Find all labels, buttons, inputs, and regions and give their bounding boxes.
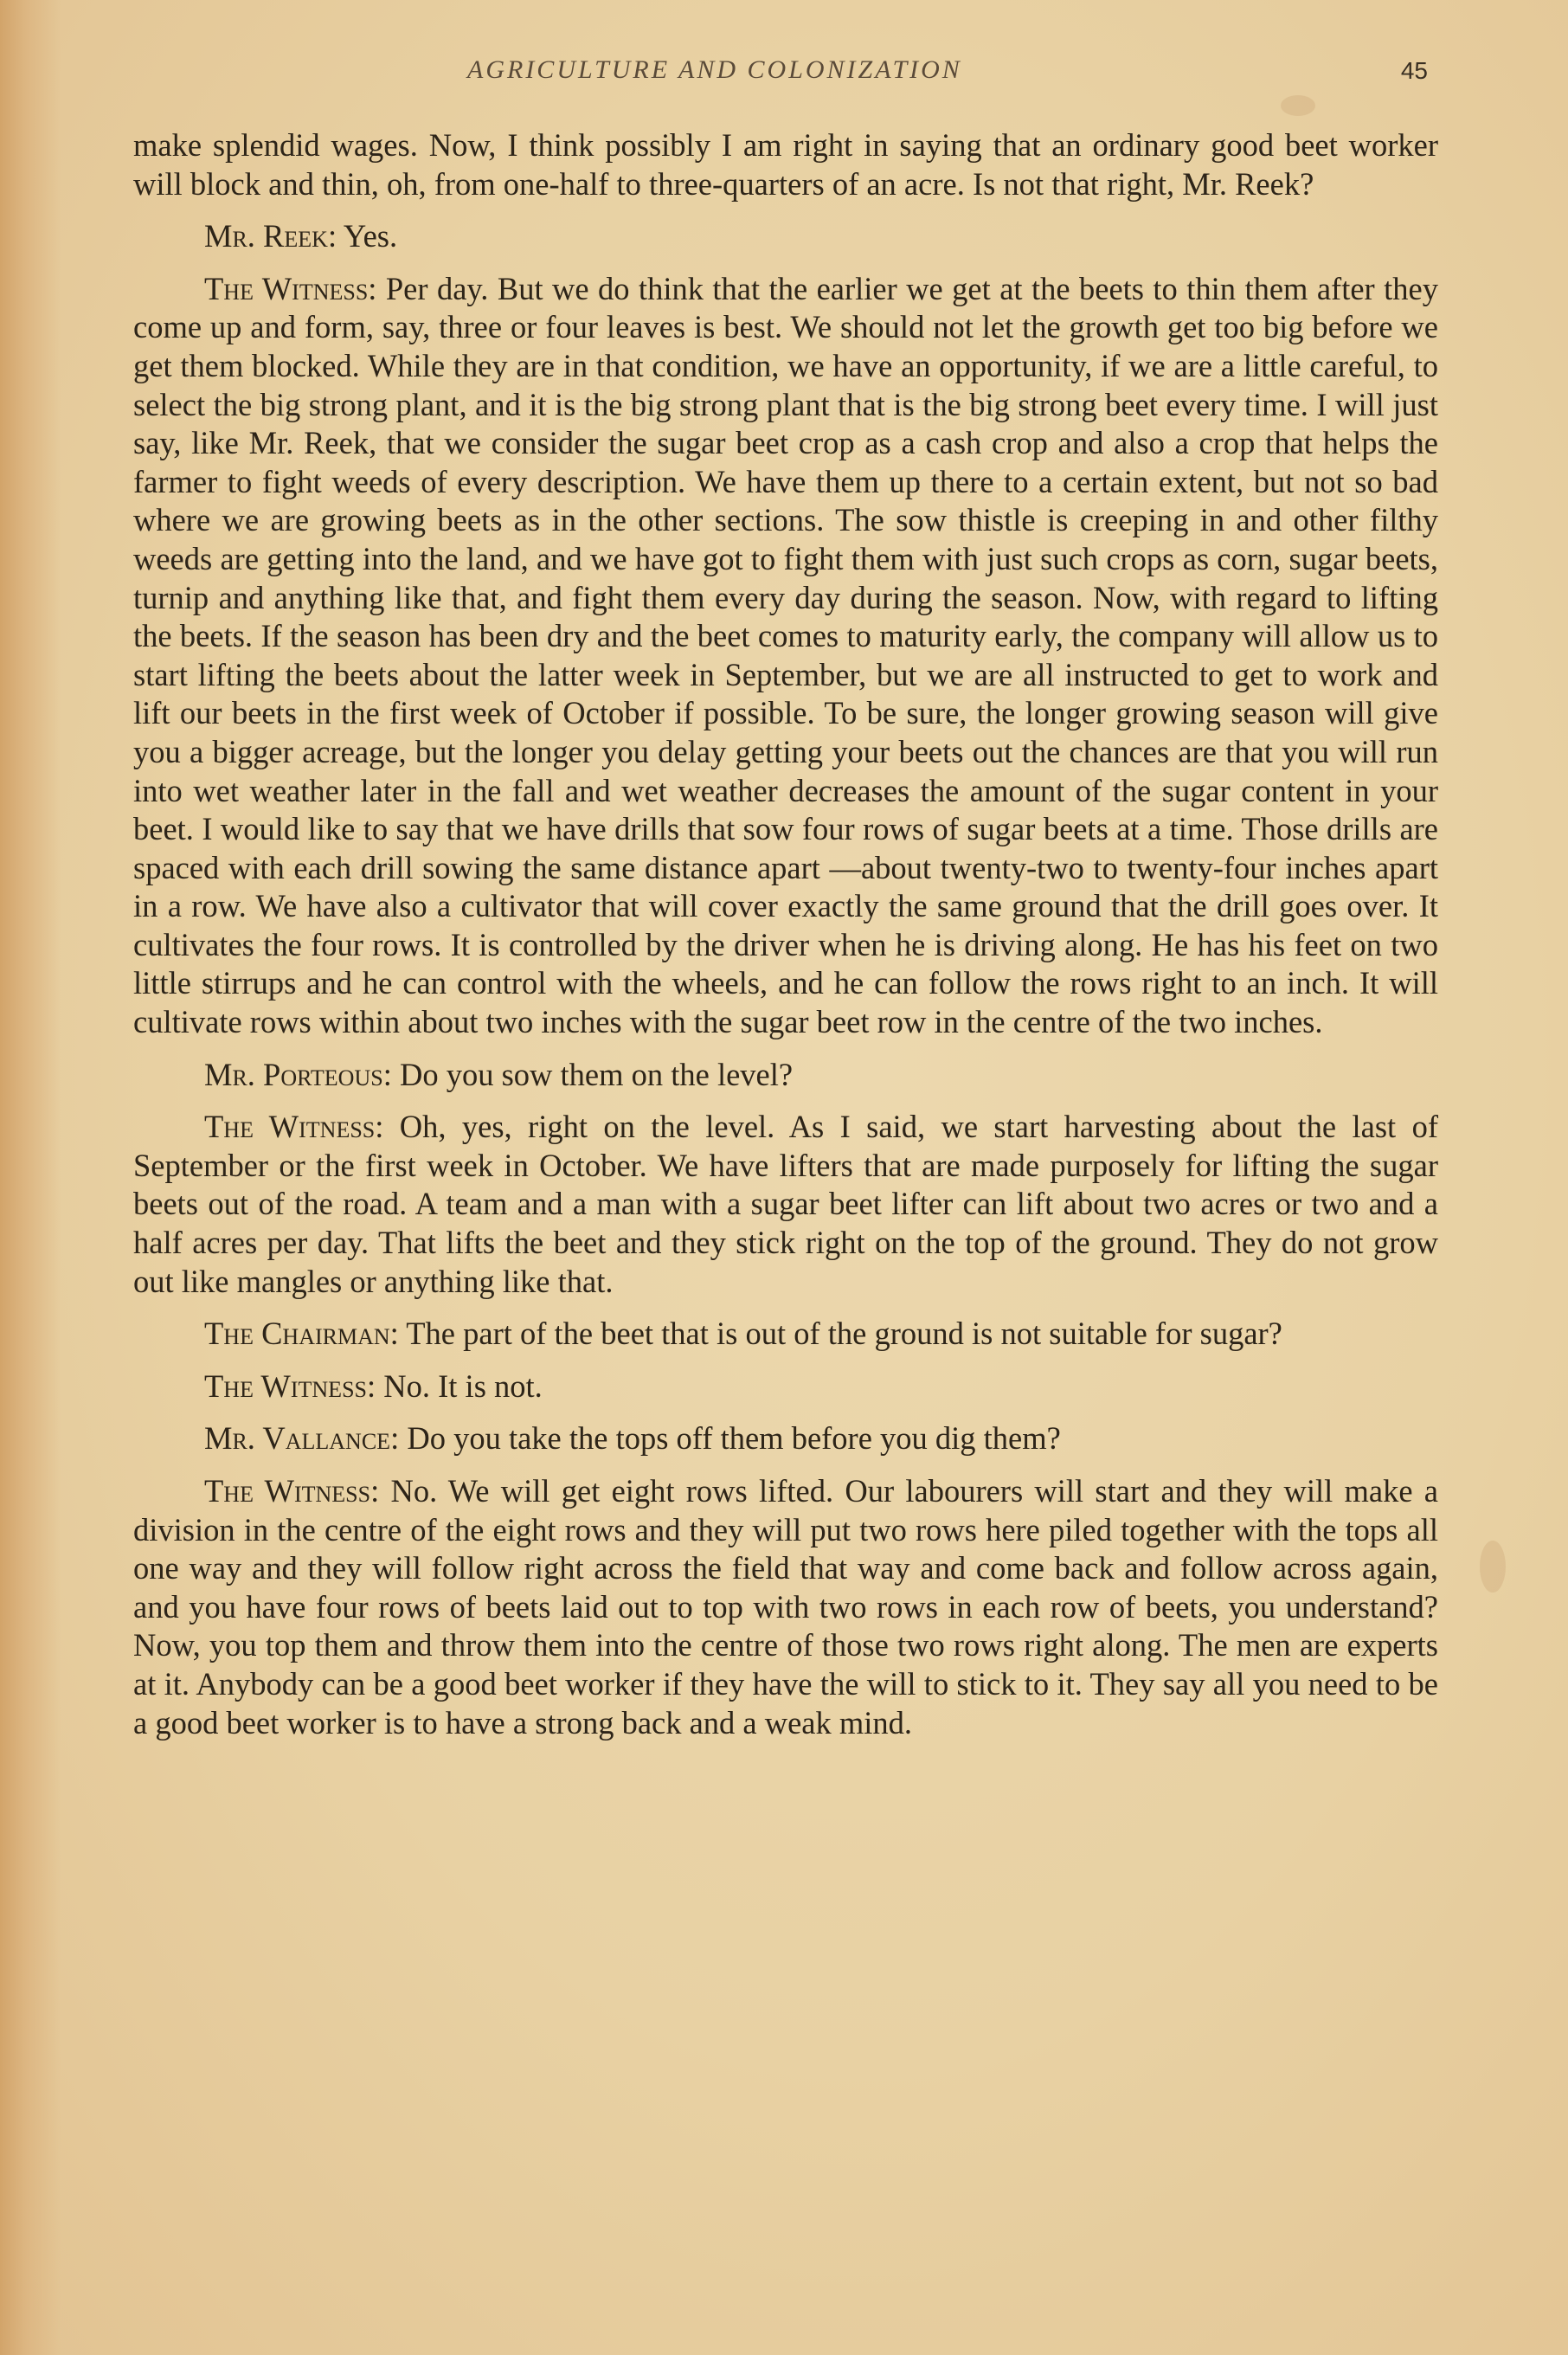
paragraph xyxy=(133,217,1438,256)
running-head: AGRICULTURE AND COLONIZATION xyxy=(467,55,962,84)
speaker-name: The Witness xyxy=(204,270,369,306)
paragraph-text: Do you sow them on the level? xyxy=(399,1056,794,1092)
page-header xyxy=(130,55,1445,99)
body-text xyxy=(133,126,1438,1742)
page-edge-shadow xyxy=(0,0,61,2355)
paragraph-text: No. We will get eight rows lifted. Our labourers will start and they will make a division in the centre of the eight rows and they will put two rows here piled together with the tops all one way and they will follow right across the field that way and come back and follow across again, and you have four rows of beets laid out to top with two rows in each row of beets, you understand? Now, you top them and throw them into the centre of those two rows right along. The men are experts at it. Anybody can be a good beet worker if they have the will to stick to it. They say all you need to be a good beet worker is to have a strong back and a weak mind. xyxy=(133,1473,1438,1741)
speaker-name: The Chairman xyxy=(204,1316,390,1352)
paragraph xyxy=(133,270,1438,1042)
paper-stain xyxy=(1480,1541,1506,1593)
paragraph-text: Yes. xyxy=(343,218,398,254)
speaker-name: The Witness xyxy=(204,1473,371,1509)
speaker-separator: : xyxy=(389,1316,407,1352)
speaker-separator: : xyxy=(382,1056,400,1092)
paragraph-text: Do you take the tops off them before you dig them? xyxy=(407,1420,1061,1457)
paragraph xyxy=(133,1108,1438,1301)
speaker-separator: : xyxy=(327,218,344,254)
speaker-separator: : xyxy=(370,1473,391,1509)
speaker-separator: : xyxy=(390,1420,408,1457)
paragraph xyxy=(133,1472,1438,1742)
paragraph-text: The part of the beet that is out of the ground is not suitable for sugar? xyxy=(406,1316,1282,1352)
paragraph-text: make splendid wages. Now, I think possibly I am right in saying that an ordinary good beet worker will block and thin, oh, from one-half to three-quarters of an acre. Is not that right, Mr. Reek? xyxy=(133,127,1438,202)
speaker-name: Mr. Porteous xyxy=(204,1056,383,1092)
paragraph xyxy=(133,126,1438,203)
speaker-separator: : xyxy=(368,270,386,306)
speaker-name: Mr. Reek xyxy=(204,218,328,254)
paragraph xyxy=(133,1315,1438,1354)
paragraph-text: No. It is not. xyxy=(383,1367,543,1404)
speaker-name: The Witness xyxy=(204,1367,367,1404)
paragraph xyxy=(133,1367,1438,1406)
page-number: 45 xyxy=(1400,57,1428,84)
paragraph xyxy=(133,1419,1438,1458)
speaker-name: The Witness xyxy=(204,1109,376,1145)
speaker-separator: : xyxy=(367,1367,384,1404)
paragraph-text: Oh, yes, right on the level. As I said, we start harvesting about the last of September or the first week in October. We have lifters that are made purposely for lifting the sugar beets out of the road. A team and a man with a sugar beet lifter can lift about two acres or two and a half acres per day. That lifts the beet and they stick right on the top of the ground. They do not grow out like mangles or anything like that. xyxy=(133,1109,1438,1299)
speaker-name: Mr. Vallance xyxy=(204,1420,391,1457)
speaker-separator: : xyxy=(375,1109,400,1145)
paragraph-text: Per day. But we do think that the earlier we get at the beets to thin them after they come up and form, say, three or four leaves is best. We should not let the growth get too big before we get them blocked. While they are in that condition, we have an opportunity, if we are a little careful, to select the big strong plant, and it is the big strong plant that is the big strong beet every time. I will just say, like Mr. Reek, that we consider the sugar beet crop as a cash crop and also a crop that helps the farmer to fight weeds of every description. We have them up there to a certain extent, but not so bad where we are growing beets as in the other sections. The sow thistle is creeping in and other filthy weeds are getting into the land, and we have got to fight them with just such crops as corn, sugar beets, turnip and anything like that, and fight them every day during the season. Now, with regard to lifting the beets. If the season has been dry and the beet comes to maturity early, the company will allow us to start lifting the beets about the latter week in September, but we are all instructed to get to work and lift our beets in the first week of October if possible. To be sure, the longer growing season will give you a bigger acreage, but the longer you delay getting your beets out the chances are that you will run into wet weather later in the fall and wet weather decreases the amount of the sugar content in your beet. I would like to say that we have drills that sow four rows of sugar beets at a time. Those drills are spaced with each drill sowing the same distance apart —about twenty-two to twenty-four inches apart in a row. We have also a cultivator that will cover exactly the same ground that the drill goes over. It cultivates the four rows. It is controlled by the driver when he is driving along. He has his feet on two little stirrups and he can control with the wheels, and he can follow the rows right to an inch. It will cultivate rows within about two inches with the sugar beet row in the centre of the two inches. xyxy=(133,270,1438,1040)
paragraph xyxy=(133,1056,1438,1095)
